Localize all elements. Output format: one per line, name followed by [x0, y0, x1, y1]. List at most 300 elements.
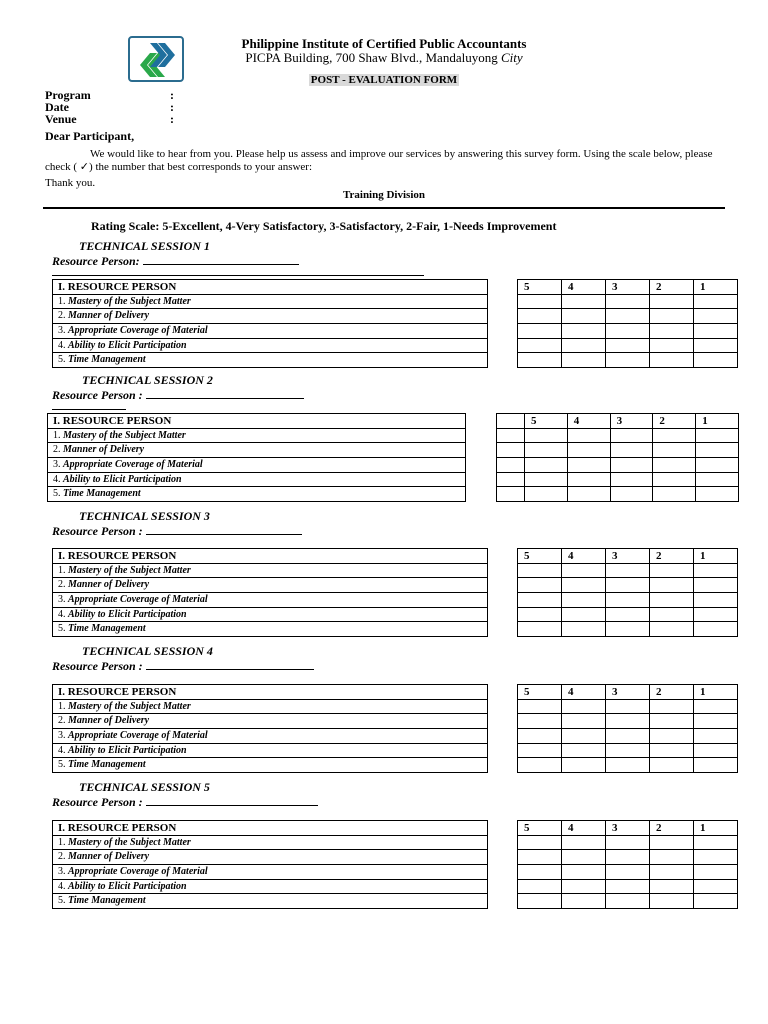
divider	[52, 409, 126, 410]
blank-cell	[497, 428, 525, 443]
resource-person-label: Resource Person :	[52, 387, 304, 403]
rating-row	[518, 353, 738, 368]
rating-row	[518, 324, 738, 339]
rating-checkbox-4[interactable]	[567, 487, 610, 502]
rating-row	[518, 850, 738, 865]
rating-checkbox-1[interactable]	[694, 865, 738, 880]
rating-checkbox-2[interactable]	[650, 309, 694, 324]
rating-checkbox-5[interactable]	[518, 578, 562, 593]
scale-header-3: 3	[606, 821, 650, 836]
rating-checkbox-3[interactable]	[606, 353, 650, 368]
scale-header-3: 3	[606, 280, 650, 295]
criterion-cell	[53, 294, 488, 309]
rating-checkbox-4[interactable]	[562, 865, 606, 880]
scale-header-3: 3	[606, 685, 650, 700]
criterion-cell	[48, 458, 466, 473]
rating-row	[518, 622, 738, 637]
rating-checkbox-2[interactable]	[650, 850, 694, 865]
rating-checkbox-1[interactable]	[694, 850, 738, 865]
rating-checkbox-4[interactable]	[567, 458, 610, 473]
rating-checkbox-4[interactable]	[567, 472, 610, 487]
venue-colon: :	[170, 112, 174, 126]
criterion-text: Mastery of the Subject Matter	[68, 700, 191, 712]
resource-person-field[interactable]	[146, 794, 318, 806]
criterion-cell	[53, 865, 488, 880]
criterion-text: Mastery of the Subject Matter	[68, 564, 191, 576]
blank-cell	[497, 458, 525, 473]
session-title: TECHNICAL SESSION 5	[79, 780, 210, 794]
rating-checkbox-3[interactable]	[606, 743, 650, 758]
blank-cell	[497, 414, 525, 429]
rating-checkbox-4[interactable]	[562, 879, 606, 894]
rating-checkbox-4[interactable]	[562, 894, 606, 909]
rating-checkbox-2[interactable]	[653, 443, 696, 458]
rating-checkbox-2[interactable]	[650, 607, 694, 622]
rating-checkbox-4[interactable]	[562, 758, 606, 773]
criterion-cell	[48, 428, 466, 443]
criterion-number: 5.	[58, 895, 66, 907]
rating-row	[497, 458, 739, 473]
scale-header-2: 2	[650, 280, 694, 295]
rating-checkbox-3[interactable]	[610, 458, 653, 473]
criterion-cell	[53, 699, 488, 714]
rating-checkbox-4[interactable]	[562, 714, 606, 729]
rating-checkbox-3[interactable]	[610, 472, 653, 487]
scale-header-4: 4	[562, 549, 606, 564]
rating-checkbox-4[interactable]	[567, 443, 610, 458]
rating-checkbox-1[interactable]	[694, 622, 738, 637]
criterion-number: 1.	[58, 564, 66, 576]
intro-paragraph: We would like to hear from you. Please help us assess and improve our services by answering this survey form. Using the scale below, please check ( ✓) the number that best corresponds to your answer:	[45, 148, 713, 173]
scale-header-1: 1	[694, 280, 738, 295]
criterion-text: Ability to Elicit Participation	[68, 744, 187, 756]
criterion-number: 2.	[58, 310, 66, 322]
table-row	[53, 294, 488, 309]
rating-checkbox-3[interactable]	[606, 835, 650, 850]
rating-checkbox-1[interactable]	[694, 758, 738, 773]
rating-checkbox-5[interactable]	[518, 835, 562, 850]
resource-person-field[interactable]	[146, 387, 304, 399]
criterion-number: 5.	[53, 488, 61, 500]
rating-checkbox-5[interactable]	[518, 563, 562, 578]
resource-person-field[interactable]	[146, 658, 314, 670]
criterion-text: Mastery of the Subject Matter	[68, 295, 191, 307]
rating-checkbox-5[interactable]	[518, 729, 562, 744]
form-title: POST - EVALUATION FORM	[310, 74, 458, 86]
rating-checkbox-4[interactable]	[562, 607, 606, 622]
rating-checkbox-5[interactable]	[518, 338, 562, 353]
rating-checkbox-3[interactable]	[606, 593, 650, 608]
criterion-number: 4.	[53, 473, 61, 485]
criterion-cell	[53, 743, 488, 758]
rating-checkbox-2[interactable]	[650, 865, 694, 880]
criterion-number: 2.	[58, 851, 66, 863]
rating-checkbox-2[interactable]	[650, 699, 694, 714]
rating-checkbox-3[interactable]	[606, 729, 650, 744]
criterion-text: Manner of Delivery	[68, 715, 150, 727]
criterion-number: 2.	[58, 715, 66, 727]
rating-checkbox-2[interactable]	[650, 353, 694, 368]
rating-checkbox-1[interactable]	[694, 563, 738, 578]
rating-row	[497, 487, 739, 502]
rating-checkbox-5[interactable]	[525, 428, 568, 443]
rating-checkbox-4[interactable]	[562, 294, 606, 309]
date-label: Date	[45, 100, 69, 114]
rating-checkbox-5[interactable]	[518, 758, 562, 773]
rating-checkbox-3[interactable]	[610, 487, 653, 502]
criterion-cell	[48, 472, 466, 487]
rating-checkbox-5[interactable]	[525, 458, 568, 473]
rating-row	[518, 714, 738, 729]
date-colon: :	[170, 100, 174, 114]
table-row	[53, 835, 488, 850]
rating-checkbox-5[interactable]	[518, 294, 562, 309]
rating-checkbox-1[interactable]	[694, 879, 738, 894]
rating-row	[518, 865, 738, 880]
rating-checkbox-3[interactable]	[606, 865, 650, 880]
table-row	[53, 850, 488, 865]
program-colon: :	[170, 88, 174, 102]
table-row	[53, 622, 488, 637]
rating-checkbox-2[interactable]	[650, 894, 694, 909]
table-row	[53, 593, 488, 608]
rating-checkbox-2[interactable]	[650, 729, 694, 744]
rating-checkbox-2[interactable]	[650, 578, 694, 593]
rating-checkbox-4[interactable]	[562, 850, 606, 865]
rating-checkbox-3[interactable]	[606, 338, 650, 353]
criterion-text: Mastery of the Subject Matter	[68, 836, 191, 848]
rating-checkbox-2[interactable]	[653, 458, 696, 473]
criterion-cell	[53, 758, 488, 773]
criterion-text: Appropriate Coverage of Material	[68, 865, 208, 877]
rating-checkbox-1[interactable]	[696, 428, 739, 443]
table-row	[53, 607, 488, 622]
org-name: Philippine Institute of Certified Public Accountants	[241, 36, 527, 51]
rating-checkbox-2[interactable]	[650, 835, 694, 850]
table-row	[53, 714, 488, 729]
criterion-text: Time Management	[68, 623, 146, 635]
table-row	[53, 353, 488, 368]
rating-row	[518, 338, 738, 353]
criterion-text: Manner of Delivery	[68, 310, 150, 322]
criterion-cell	[53, 729, 488, 744]
criterion-cell	[53, 353, 488, 368]
rating-checkbox-5[interactable]	[518, 714, 562, 729]
rating-row	[497, 443, 739, 458]
rating-checkbox-3[interactable]	[610, 443, 653, 458]
rating-table	[517, 548, 738, 637]
scale-header-3: 3	[606, 549, 650, 564]
rating-row	[497, 428, 739, 443]
rating-checkbox-2[interactable]	[650, 714, 694, 729]
resource-person-label: Resource Person :	[52, 658, 314, 674]
criterion-text: Ability to Elicit Participation	[68, 339, 187, 351]
rating-checkbox-3[interactable]	[606, 309, 650, 324]
criterion-cell	[53, 607, 488, 622]
rating-checkbox-5[interactable]	[518, 879, 562, 894]
rating-checkbox-1[interactable]	[694, 835, 738, 850]
criterion-number: 3.	[53, 458, 61, 470]
rating-checkbox-4[interactable]	[562, 578, 606, 593]
scale-header-2: 2	[650, 549, 694, 564]
rating-checkbox-5[interactable]	[525, 487, 568, 502]
criterion-number: 4.	[58, 880, 66, 892]
rating-row	[518, 294, 738, 309]
rating-checkbox-4[interactable]	[562, 743, 606, 758]
header-divider	[43, 207, 725, 209]
table-row	[53, 879, 488, 894]
scale-header-1: 1	[696, 414, 739, 429]
rating-checkbox-3[interactable]	[606, 324, 650, 339]
rating-checkbox-3[interactable]	[606, 894, 650, 909]
scale-header-4: 4	[562, 821, 606, 836]
rating-checkbox-4[interactable]	[562, 622, 606, 637]
blank-cell	[497, 472, 525, 487]
rating-checkbox-2[interactable]	[650, 758, 694, 773]
scale-header-4: 4	[562, 280, 606, 295]
rating-checkbox-1[interactable]	[694, 309, 738, 324]
scale-header-2: 2	[650, 685, 694, 700]
rating-checkbox-1[interactable]	[694, 714, 738, 729]
rating-checkbox-3[interactable]	[606, 607, 650, 622]
rating-checkbox-3[interactable]	[606, 714, 650, 729]
rating-checkbox-4[interactable]	[562, 699, 606, 714]
rating-checkbox-2[interactable]	[650, 294, 694, 309]
criterion-text: Time Management	[68, 354, 146, 366]
table-row	[53, 743, 488, 758]
venue-label: Venue	[45, 112, 77, 126]
rating-checkbox-3[interactable]	[606, 563, 650, 578]
rating-checkbox-1[interactable]	[694, 353, 738, 368]
rating-checkbox-2[interactable]	[650, 338, 694, 353]
criteria-table	[52, 684, 488, 773]
criteria-header: I. RESOURCE PERSON	[48, 414, 466, 429]
criterion-text: Manner of Delivery	[63, 444, 145, 456]
rating-checkbox-1[interactable]	[694, 294, 738, 309]
rating-checkbox-5[interactable]	[518, 894, 562, 909]
rating-checkbox-2[interactable]	[650, 879, 694, 894]
criterion-cell	[53, 309, 488, 324]
rating-checkbox-1[interactable]	[694, 593, 738, 608]
rating-checkbox-5[interactable]	[518, 743, 562, 758]
rating-checkbox-1[interactable]	[694, 607, 738, 622]
criterion-cell	[53, 578, 488, 593]
criteria-table	[52, 548, 488, 637]
rating-checkbox-5[interactable]	[518, 593, 562, 608]
rating-checkbox-5[interactable]	[518, 865, 562, 880]
rating-table	[496, 413, 739, 502]
rating-row	[518, 699, 738, 714]
rating-scale: Rating Scale: 5-Excellent, 4-Very Satisfactory, 3-Satisfactory, 2-Fair, 1-Needs Improvement	[91, 219, 557, 233]
rating-checkbox-1[interactable]	[694, 578, 738, 593]
rating-row	[518, 729, 738, 744]
scale-header-5: 5	[518, 280, 562, 295]
scale-header-1: 1	[694, 821, 738, 836]
rating-checkbox-1[interactable]	[696, 443, 739, 458]
rating-checkbox-4[interactable]	[567, 428, 610, 443]
session-title: TECHNICAL SESSION 1	[79, 239, 210, 253]
criterion-number: 1.	[58, 836, 66, 848]
program-label: Program	[45, 88, 91, 102]
session-title: TECHNICAL SESSION 3	[79, 509, 210, 523]
blank-cell	[497, 487, 525, 502]
session-title: TECHNICAL SESSION 2	[82, 373, 213, 387]
rating-row	[518, 758, 738, 773]
scale-header-1: 1	[694, 685, 738, 700]
rating-checkbox-2[interactable]	[653, 487, 696, 502]
rating-checkbox-5[interactable]	[518, 622, 562, 637]
scale-header-4: 4	[562, 685, 606, 700]
criterion-number: 3.	[58, 324, 66, 336]
rating-checkbox-4[interactable]	[562, 324, 606, 339]
rating-checkbox-2[interactable]	[650, 743, 694, 758]
criterion-text: Time Management	[63, 488, 141, 500]
criterion-text: Time Management	[68, 759, 146, 771]
scale-header-5: 5	[518, 821, 562, 836]
criterion-number: 3.	[58, 729, 66, 741]
rating-checkbox-1[interactable]	[694, 729, 738, 744]
resource-person-field[interactable]	[146, 523, 302, 535]
table-row	[53, 894, 488, 909]
criterion-number: 4.	[58, 339, 66, 351]
rating-checkbox-1[interactable]	[696, 487, 739, 502]
resource-person-field[interactable]	[143, 253, 299, 265]
criterion-text: Manner of Delivery	[68, 579, 150, 591]
rating-row	[518, 879, 738, 894]
rating-checkbox-1[interactable]	[696, 458, 739, 473]
blank-cell	[497, 443, 525, 458]
criterion-text: Appropriate Coverage of Material	[68, 593, 208, 605]
scale-header-2: 2	[653, 414, 696, 429]
criterion-text: Appropriate Coverage of Material	[68, 324, 208, 336]
rating-checkbox-2[interactable]	[650, 622, 694, 637]
rating-checkbox-5[interactable]	[518, 324, 562, 339]
rating-checkbox-5[interactable]	[525, 443, 568, 458]
criterion-number: 1.	[53, 429, 61, 441]
table-row	[53, 338, 488, 353]
salutation: Dear Participant,	[45, 129, 135, 143]
rating-table	[517, 279, 738, 368]
criterion-number: 2.	[58, 579, 66, 591]
thank-you-text: Thank you.	[45, 177, 96, 189]
criterion-number: 4.	[58, 608, 66, 620]
criterion-number: 3.	[58, 865, 66, 877]
rating-checkbox-4[interactable]	[562, 309, 606, 324]
rating-row	[518, 894, 738, 909]
rating-checkbox-2[interactable]	[650, 324, 694, 339]
rating-row	[518, 607, 738, 622]
rating-checkbox-1[interactable]	[694, 743, 738, 758]
rating-checkbox-1[interactable]	[694, 699, 738, 714]
rating-checkbox-3[interactable]	[606, 578, 650, 593]
resource-person-label: Resource Person :	[52, 523, 302, 539]
rating-checkbox-4[interactable]	[562, 563, 606, 578]
rating-checkbox-4[interactable]	[562, 338, 606, 353]
rating-checkbox-2[interactable]	[650, 563, 694, 578]
scale-header-1: 1	[694, 549, 738, 564]
table-row	[48, 472, 466, 487]
rating-checkbox-1[interactable]	[694, 324, 738, 339]
criterion-cell	[53, 338, 488, 353]
rating-checkbox-3[interactable]	[610, 428, 653, 443]
criterion-text: Manner of Delivery	[68, 851, 150, 863]
training-division: Training Division	[342, 189, 425, 201]
rating-checkbox-2[interactable]	[653, 472, 696, 487]
criteria-header: I. RESOURCE PERSON	[53, 280, 488, 295]
criterion-cell	[48, 487, 466, 502]
criterion-cell	[53, 622, 488, 637]
criterion-cell	[53, 593, 488, 608]
criteria-table	[52, 279, 488, 368]
rating-checkbox-5[interactable]	[518, 699, 562, 714]
criteria-table	[52, 820, 488, 909]
session-title: TECHNICAL SESSION 4	[82, 644, 213, 658]
rating-checkbox-5[interactable]	[525, 472, 568, 487]
rating-row	[518, 835, 738, 850]
table-row	[53, 324, 488, 339]
criterion-number: 1.	[58, 700, 66, 712]
scale-header-2: 2	[650, 821, 694, 836]
criterion-text: Ability to Elicit Participation	[68, 880, 187, 892]
table-row	[53, 309, 488, 324]
table-row	[48, 428, 466, 443]
scale-header-4: 4	[567, 414, 610, 429]
criterion-number: 5.	[58, 354, 66, 366]
rating-checkbox-3[interactable]	[606, 622, 650, 637]
criterion-cell	[53, 324, 488, 339]
rating-checkbox-4[interactable]	[562, 593, 606, 608]
table-row	[53, 865, 488, 880]
resource-person-label: Resource Person :	[52, 794, 318, 810]
table-row	[48, 487, 466, 502]
rating-checkbox-5[interactable]	[518, 353, 562, 368]
rating-checkbox-5[interactable]	[518, 607, 562, 622]
scale-header-5: 5	[518, 549, 562, 564]
rating-checkbox-5[interactable]	[518, 850, 562, 865]
rating-row	[518, 309, 738, 324]
rating-checkbox-3[interactable]	[606, 699, 650, 714]
rating-checkbox-1[interactable]	[694, 338, 738, 353]
rating-checkbox-1[interactable]	[694, 894, 738, 909]
rating-checkbox-4[interactable]	[562, 835, 606, 850]
rating-checkbox-3[interactable]	[606, 879, 650, 894]
scale-header-3: 3	[610, 414, 653, 429]
rating-checkbox-3[interactable]	[606, 850, 650, 865]
criterion-number: 4.	[58, 744, 66, 756]
rating-checkbox-2[interactable]	[650, 593, 694, 608]
criterion-number: 2.	[53, 444, 61, 456]
rating-checkbox-2[interactable]	[653, 428, 696, 443]
rating-checkbox-4[interactable]	[562, 353, 606, 368]
criterion-number: 1.	[58, 295, 66, 307]
rating-checkbox-3[interactable]	[606, 294, 650, 309]
rating-checkbox-3[interactable]	[606, 758, 650, 773]
criterion-cell	[48, 443, 466, 458]
resource-person-label: Resource Person:	[52, 253, 299, 269]
rating-checkbox-1[interactable]	[696, 472, 739, 487]
criterion-text: Appropriate Coverage of Material	[63, 458, 203, 470]
rating-checkbox-5[interactable]	[518, 309, 562, 324]
criteria-header: I. RESOURCE PERSON	[53, 549, 488, 564]
criterion-text: Mastery of the Subject Matter	[63, 429, 186, 441]
rating-row	[497, 472, 739, 487]
criterion-cell	[53, 850, 488, 865]
criterion-cell	[53, 894, 488, 909]
table-row	[53, 578, 488, 593]
org-address: PICPA Building, 700 Shaw Blvd., Mandaluyong City	[245, 50, 523, 65]
rating-checkbox-4[interactable]	[562, 729, 606, 744]
rating-row	[518, 593, 738, 608]
